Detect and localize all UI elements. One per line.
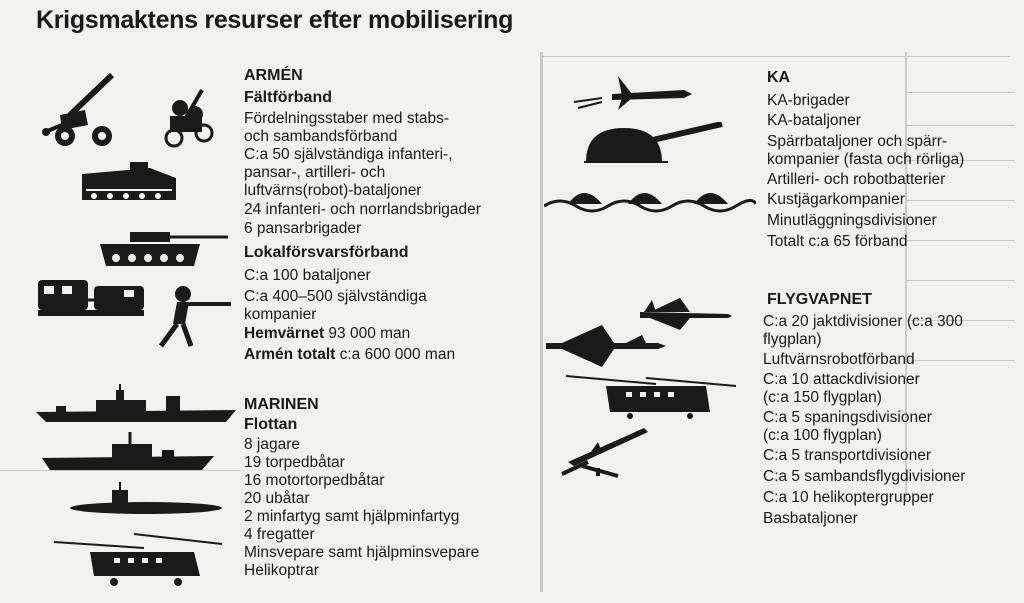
flygvapnet-line: C:a 5 transportdivisioner xyxy=(763,447,931,464)
flygvapnet-line: C:a 5 sambandsflygdivisioner xyxy=(763,468,966,485)
armen-totalt-value: c:a 600 000 man xyxy=(335,346,456,363)
ka-line: Artilleri- och robotbatterier xyxy=(767,171,946,188)
coastal-gun-icon xyxy=(584,122,724,164)
lokal-line: C:a 100 bataljoner xyxy=(244,267,371,284)
armen-line: luftvärns(robot)-bataljoner xyxy=(244,182,422,199)
flygvapnet-line: C:a 5 spaningsdivisioner xyxy=(763,409,932,426)
marinen-line: 16 motortorpedbåtar xyxy=(244,472,385,489)
marinen-line: Helikoptrar xyxy=(244,562,319,579)
attack-jet-icon xyxy=(546,323,666,369)
flygvapnet-line: (c:a 150 flygplan) xyxy=(763,389,882,406)
marinen-line: 2 minfartyg samt hjälpminfartyg xyxy=(244,508,460,525)
marinen-line: 20 ubåtar xyxy=(244,490,310,507)
lokal-line: kompanier xyxy=(244,306,317,323)
sea-mines-icon xyxy=(544,182,756,218)
ka-line: Totalt c:a 65 förband xyxy=(767,233,908,250)
flygvapnet-line: Luftvärnsrobotförband xyxy=(763,351,915,368)
faltforband-heading: Fältförband xyxy=(244,89,332,106)
marinen-line: 19 torpedbåtar xyxy=(244,454,345,471)
flygvapnet-heading: FLYGVAPNET xyxy=(767,291,872,308)
armen-line: och sambandsförband xyxy=(244,128,398,145)
flygvapnet-line: (c:a 100 flygplan) xyxy=(763,427,882,444)
helicopter-icon xyxy=(54,530,224,590)
snow-vehicle-icon xyxy=(36,278,146,318)
hemvarnet-line xyxy=(244,324,410,343)
apc-icon xyxy=(80,160,180,208)
ka-line: Minutläggningsdivisioner xyxy=(767,212,937,229)
submarine-icon xyxy=(68,482,223,516)
ka-line: KA-brigader xyxy=(767,92,850,109)
armen-totalt-line xyxy=(244,345,455,364)
armen-line: C:a 50 självständiga infanteri-, xyxy=(244,146,453,163)
marinen-line: Minsvepare samt hjälpminsvepare xyxy=(244,544,480,561)
ka-heading: KA xyxy=(767,69,791,86)
destroyer-icon xyxy=(36,384,241,424)
torpedo-boat-icon xyxy=(42,432,217,472)
lokal-line: C:a 400–500 självständiga xyxy=(244,288,427,305)
rifleman-icon xyxy=(155,284,235,350)
artillery-icon xyxy=(40,70,120,150)
armen-totalt-label: Armén totalt xyxy=(244,346,336,363)
transport-helicopter-icon xyxy=(566,368,738,420)
marinen-line: 4 fregatter xyxy=(244,526,315,543)
soldiers-icon xyxy=(160,88,215,148)
flygvapnet-line: C:a 20 jaktdivisioner (c:a 300 xyxy=(763,313,963,330)
page-title: Krigsmaktens resurser efter mobilisering xyxy=(36,6,514,34)
flygvapnet-line: C:a 10 helikoptergrupper xyxy=(763,489,934,506)
missile-icon xyxy=(574,76,694,112)
armen-line: pansar-, artilleri- och xyxy=(244,164,386,181)
armen-line: Fördelningsstaber med stabs- xyxy=(244,110,450,127)
flygvapnet-line: Basbataljoner xyxy=(763,510,858,527)
ka-line: Spärrbataljoner och spärr- xyxy=(767,133,948,150)
flygvapnet-line: flygplan) xyxy=(763,331,822,348)
hemvarnet-value: 93 000 man xyxy=(324,325,411,342)
flottan-heading: Flottan xyxy=(244,416,298,433)
ka-line: KA-bataljoner xyxy=(767,112,861,129)
marinen-heading: MARINEN xyxy=(244,396,319,413)
flygvapnet-line: C:a 10 attackdivisioner xyxy=(763,371,920,388)
ka-line: kompanier (fasta och rörliga) xyxy=(767,151,965,168)
lokalforsvar-heading: Lokalförsvarsförband xyxy=(244,244,409,261)
tank-icon xyxy=(100,228,230,268)
ka-line: Kustjägarkompanier xyxy=(767,191,905,208)
marinen-line: 8 jagare xyxy=(244,436,301,453)
armen-heading: ARMÉN xyxy=(244,67,303,84)
hemvarnet-label: Hemvärnet xyxy=(244,325,325,342)
sam-launcher-icon xyxy=(558,422,654,478)
armen-line: 6 pansarbrigader xyxy=(244,220,362,237)
armen-line: 24 infanteri- och norrlandsbrigader xyxy=(244,201,481,218)
